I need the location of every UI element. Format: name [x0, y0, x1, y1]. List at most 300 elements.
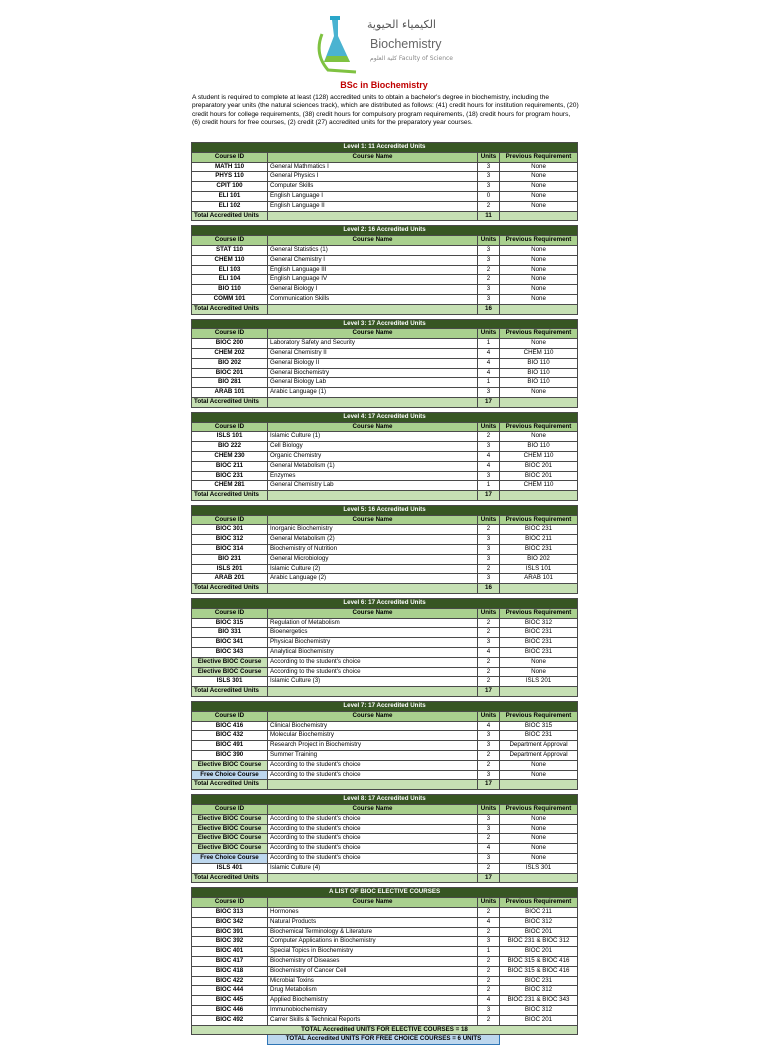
- course-units: 4: [478, 996, 500, 1006]
- course-name: Enzymes: [268, 471, 478, 481]
- course-name: According to the student's choice: [268, 770, 478, 780]
- course-name: General Chemistry II: [268, 348, 478, 358]
- course-previous-requirement: ISLS 201: [500, 677, 578, 687]
- course-name: General Biology II: [268, 358, 478, 368]
- table-row: [192, 648, 578, 658]
- course-id: BIOC 401: [192, 947, 268, 957]
- logo-arabic: الكيمياء الحيوية: [367, 18, 436, 31]
- course-units: 2: [478, 907, 500, 917]
- course-name: According to the student's choice: [268, 824, 478, 834]
- column-header-row: [192, 805, 578, 815]
- course-id: MATH 110: [192, 162, 268, 172]
- course-units: 2: [478, 1015, 500, 1025]
- course-name: Physical Biochemistry: [268, 638, 478, 648]
- course-previous-requirement: None: [500, 853, 578, 863]
- course-units: 2: [478, 834, 500, 844]
- course-units: 3: [478, 172, 500, 182]
- table-row: [192, 535, 578, 545]
- course-id: ISLS 401: [192, 863, 268, 873]
- total-value: 17: [478, 780, 500, 790]
- course-previous-requirement: BIOC 231 & BIOC 312: [500, 937, 578, 947]
- header-units: Units: [478, 898, 500, 908]
- header-course-id: Course ID: [192, 329, 268, 339]
- elective-summary-row: [192, 1025, 578, 1035]
- table-row: [192, 927, 578, 937]
- course-id: BIOC 446: [192, 1005, 268, 1015]
- course-units: 4: [478, 648, 500, 658]
- column-header-row: [192, 898, 578, 908]
- total-blank: [500, 211, 578, 221]
- course-name: English Language III: [268, 265, 478, 275]
- course-name: Regulation of Metabolism: [268, 618, 478, 628]
- course-name: General Mathmatics I: [268, 162, 478, 172]
- course-previous-requirement: Department Approval: [500, 741, 578, 751]
- course-id: BIOC 392: [192, 937, 268, 947]
- table-row: [192, 751, 578, 761]
- level-title-row: [192, 795, 578, 805]
- header-course-name: Course Name: [268, 236, 478, 246]
- header-previous-requirement: Previous Requirement: [500, 152, 578, 162]
- course-previous-requirement: BIOC 312: [500, 618, 578, 628]
- table-row: [192, 907, 578, 917]
- course-name: Special Topics in Biochemistry: [268, 947, 478, 957]
- table-row: [192, 966, 578, 976]
- course-name: Biochemistry of Diseases: [268, 956, 478, 966]
- table-row: [192, 834, 578, 844]
- course-units: 4: [478, 451, 500, 461]
- course-units: 3: [478, 442, 500, 452]
- course-units: 3: [478, 638, 500, 648]
- total-row: [192, 304, 578, 314]
- course-units: 4: [478, 721, 500, 731]
- table-row: [192, 814, 578, 824]
- level-title: Level 4: 17 Accredited Units: [192, 412, 578, 422]
- header-course-name: Course Name: [268, 805, 478, 815]
- course-previous-requirement: CHEM 110: [500, 481, 578, 491]
- course-units: 3: [478, 824, 500, 834]
- table-row: [192, 1005, 578, 1015]
- course-units: 2: [478, 956, 500, 966]
- course-name: According to the student's choice: [268, 844, 478, 854]
- electives-title-row: [192, 888, 578, 898]
- course-units: 3: [478, 182, 500, 192]
- course-units: 3: [478, 853, 500, 863]
- course-units: 3: [478, 255, 500, 265]
- course-units: 3: [478, 471, 500, 481]
- total-label: Total Accredited Units: [192, 584, 268, 594]
- header-units: Units: [478, 422, 500, 432]
- table-row: [192, 442, 578, 452]
- course-units: 3: [478, 937, 500, 947]
- table-row: [192, 451, 578, 461]
- total-value: 17: [478, 687, 500, 697]
- logo-name: Biochemistry: [370, 37, 442, 51]
- course-units: 1: [478, 339, 500, 349]
- course-id: ELI 101: [192, 191, 268, 201]
- course-previous-requirement: BIOC 231: [500, 648, 578, 658]
- course-name: Biochemistry of Nutrition: [268, 545, 478, 555]
- table-row: [192, 172, 578, 182]
- course-previous-requirement: Department Approval: [500, 751, 578, 761]
- study-plan-body: [192, 143, 578, 1045]
- course-name: General Metabolism (2): [268, 535, 478, 545]
- course-previous-requirement: BIOC 312: [500, 986, 578, 996]
- header-units: Units: [478, 236, 500, 246]
- table-row: [192, 201, 578, 211]
- course-name: General Biochemistry: [268, 368, 478, 378]
- table-row: [192, 947, 578, 957]
- course-units: 3: [478, 162, 500, 172]
- table-row: [192, 471, 578, 481]
- course-id: BIO 281: [192, 378, 268, 388]
- header-course-name: Course Name: [268, 711, 478, 721]
- course-id: CHEM 202: [192, 348, 268, 358]
- course-id: Elective BIOC Course: [192, 824, 268, 834]
- course-id: BIOC 301: [192, 525, 268, 535]
- total-row: [192, 491, 578, 501]
- course-id: BIOC 200: [192, 339, 268, 349]
- course-name: According to the student's choice: [268, 814, 478, 824]
- table-row: [192, 657, 578, 667]
- study-plan-table: [191, 142, 578, 1045]
- course-previous-requirement: CHEM 110: [500, 348, 578, 358]
- table-row: [192, 285, 578, 295]
- course-previous-requirement: BIOC 211: [500, 907, 578, 917]
- level-title-row: [192, 319, 578, 329]
- course-previous-requirement: None: [500, 814, 578, 824]
- course-units: 3: [478, 245, 500, 255]
- course-name: Clinical Biochemistry: [268, 721, 478, 731]
- course-units: 4: [478, 461, 500, 471]
- level-title: Level 8: 17 Accredited Units: [192, 795, 578, 805]
- study-plan-sheet: [191, 142, 577, 1045]
- course-previous-requirement: BIOC 312: [500, 917, 578, 927]
- course-previous-requirement: None: [500, 770, 578, 780]
- table-row: [192, 358, 578, 368]
- course-id: BIOC 417: [192, 956, 268, 966]
- header-previous-requirement: Previous Requirement: [500, 329, 578, 339]
- course-units: 3: [478, 535, 500, 545]
- course-id: Elective BIOC Course: [192, 844, 268, 854]
- column-header-row: [192, 711, 578, 721]
- free-summary-row: [192, 1035, 578, 1045]
- course-previous-requirement: BIOC 231 & BIOC 343: [500, 996, 578, 1006]
- table-row: [192, 638, 578, 648]
- table-row: [192, 432, 578, 442]
- course-id: STAT 110: [192, 245, 268, 255]
- course-name: English Language IV: [268, 275, 478, 285]
- course-previous-requirement: BIO 110: [500, 358, 578, 368]
- course-name: Organic Chemistry: [268, 451, 478, 461]
- course-id: ARAB 201: [192, 574, 268, 584]
- total-label: Total Accredited Units: [192, 304, 268, 314]
- document-title: BSc in Biochemistry: [340, 80, 428, 90]
- course-units: 3: [478, 574, 500, 584]
- table-row: [192, 554, 578, 564]
- course-units: 4: [478, 917, 500, 927]
- course-units: 2: [478, 976, 500, 986]
- course-units: 4: [478, 844, 500, 854]
- header-course-id: Course ID: [192, 152, 268, 162]
- course-previous-requirement: ISLS 301: [500, 863, 578, 873]
- course-name: Arabic Language (1): [268, 388, 478, 398]
- table-row: [192, 388, 578, 398]
- table-row: [192, 956, 578, 966]
- course-id: BIOC 312: [192, 535, 268, 545]
- course-previous-requirement: BIOC 201: [500, 1015, 578, 1025]
- course-previous-requirement: BIOC 231: [500, 976, 578, 986]
- level-title: Level 6: 17 Accredited Units: [192, 599, 578, 609]
- course-name: Drug Metabolism: [268, 986, 478, 996]
- course-name: General Chemistry Lab: [268, 481, 478, 491]
- course-id: BIOC 343: [192, 648, 268, 658]
- course-name: Carrer Skills & Technical Reports: [268, 1015, 478, 1025]
- header-previous-requirement: Previous Requirement: [500, 711, 578, 721]
- course-id: CHEM 230: [192, 451, 268, 461]
- course-name: Biochemistry of Cancer Cell: [268, 966, 478, 976]
- total-blank: [500, 397, 578, 407]
- course-name: General Biology Lab: [268, 378, 478, 388]
- course-previous-requirement: ARAB 101: [500, 574, 578, 584]
- course-name: General Metabolism (1): [268, 461, 478, 471]
- course-units: 2: [478, 966, 500, 976]
- course-units: 2: [478, 927, 500, 937]
- table-row: [192, 461, 578, 471]
- course-previous-requirement: None: [500, 657, 578, 667]
- course-units: 1: [478, 378, 500, 388]
- table-row: [192, 731, 578, 741]
- course-units: 2: [478, 863, 500, 873]
- course-name: Hormones: [268, 907, 478, 917]
- course-name: Communication Skills: [268, 294, 478, 304]
- course-id: CHEM 110: [192, 255, 268, 265]
- course-id: BIO 202: [192, 358, 268, 368]
- level-title-row: [192, 702, 578, 712]
- table-row: [192, 525, 578, 535]
- header-course-name: Course Name: [268, 608, 478, 618]
- table-row: [192, 986, 578, 996]
- course-id: BIOC 342: [192, 917, 268, 927]
- column-header-row: [192, 422, 578, 432]
- course-previous-requirement: BIOC 315 & BIOC 416: [500, 956, 578, 966]
- course-name: Applied Biochemistry: [268, 996, 478, 1006]
- course-name: According to the student's choice: [268, 853, 478, 863]
- course-units: 3: [478, 545, 500, 555]
- course-previous-requirement: None: [500, 294, 578, 304]
- course-units: 3: [478, 294, 500, 304]
- table-row: [192, 182, 578, 192]
- level-title-row: [192, 505, 578, 515]
- course-previous-requirement: BIOC 231: [500, 628, 578, 638]
- course-id: BIOC 201: [192, 368, 268, 378]
- course-units: 3: [478, 388, 500, 398]
- course-name: English Language I: [268, 191, 478, 201]
- header-previous-requirement: Previous Requirement: [500, 422, 578, 432]
- summary-blank: [192, 1035, 268, 1045]
- course-id: BIOC 314: [192, 545, 268, 555]
- course-id: BIO 110: [192, 285, 268, 295]
- course-id: BIOC 391: [192, 927, 268, 937]
- level-title: Level 1: 11 Accredited Units: [192, 143, 578, 153]
- course-name: General Statistics (1): [268, 245, 478, 255]
- column-header-row: [192, 329, 578, 339]
- course-units: 2: [478, 564, 500, 574]
- header-course-id: Course ID: [192, 805, 268, 815]
- table-row: [192, 844, 578, 854]
- course-previous-requirement: BIOC 231: [500, 638, 578, 648]
- level-title: Level 3: 17 Accredited Units: [192, 319, 578, 329]
- course-previous-requirement: None: [500, 255, 578, 265]
- course-previous-requirement: None: [500, 834, 578, 844]
- course-units: 2: [478, 667, 500, 677]
- table-row: [192, 162, 578, 172]
- level-title-row: [192, 226, 578, 236]
- course-previous-requirement: BIO 110: [500, 368, 578, 378]
- course-units: 3: [478, 731, 500, 741]
- total-value: 16: [478, 584, 500, 594]
- course-name: Microbial Toxins: [268, 976, 478, 986]
- course-id: BIOC 432: [192, 731, 268, 741]
- header-previous-requirement: Previous Requirement: [500, 805, 578, 815]
- total-blank: [500, 780, 578, 790]
- course-previous-requirement: None: [500, 339, 578, 349]
- header-course-name: Course Name: [268, 152, 478, 162]
- course-previous-requirement: BIOC 231: [500, 525, 578, 535]
- header-units: Units: [478, 805, 500, 815]
- course-id: Free Choice Course: [192, 853, 268, 863]
- course-previous-requirement: None: [500, 760, 578, 770]
- course-id: BIOC 390: [192, 751, 268, 761]
- course-id: BIOC 445: [192, 996, 268, 1006]
- course-name: Computer Skills: [268, 182, 478, 192]
- level-title-row: [192, 412, 578, 422]
- course-id: BIOC 211: [192, 461, 268, 471]
- total-blank: [268, 780, 478, 790]
- total-blank: [500, 584, 578, 594]
- table-row: [192, 853, 578, 863]
- course-name: Laboratory Safety and Security: [268, 339, 478, 349]
- course-id: BIOC 315: [192, 618, 268, 628]
- course-id: ISLS 301: [192, 677, 268, 687]
- column-header-row: [192, 515, 578, 525]
- course-id: ARAB 101: [192, 388, 268, 398]
- course-name: According to the student's choice: [268, 667, 478, 677]
- table-row: [192, 824, 578, 834]
- total-row: [192, 687, 578, 697]
- course-previous-requirement: CHEM 110: [500, 451, 578, 461]
- course-id: Elective BIOC Course: [192, 667, 268, 677]
- course-name: Molecular Biochemistry: [268, 731, 478, 741]
- header-course-name: Course Name: [268, 898, 478, 908]
- total-blank: [500, 304, 578, 314]
- course-name: Analytical Biochemistry: [268, 648, 478, 658]
- course-name: According to the student's choice: [268, 657, 478, 667]
- table-row: [192, 481, 578, 491]
- course-units: 2: [478, 265, 500, 275]
- total-value: 17: [478, 873, 500, 883]
- total-label: Total Accredited Units: [192, 780, 268, 790]
- total-blank: [268, 304, 478, 314]
- table-row: [192, 863, 578, 873]
- elective-summary: TOTAL Accredited UNITS FOR ELECTIVE COURSES = 18: [192, 1025, 578, 1035]
- course-id: CHEM 281: [192, 481, 268, 491]
- course-id: PHYS 110: [192, 172, 268, 182]
- header-previous-requirement: Previous Requirement: [500, 898, 578, 908]
- course-id: Elective BIOC Course: [192, 657, 268, 667]
- total-blank: [268, 491, 478, 501]
- course-id: BIOC 444: [192, 986, 268, 996]
- course-id: Elective BIOC Course: [192, 814, 268, 824]
- course-previous-requirement: None: [500, 388, 578, 398]
- course-previous-requirement: BIOC 201: [500, 947, 578, 957]
- header-course-id: Course ID: [192, 515, 268, 525]
- header-course-id: Course ID: [192, 711, 268, 721]
- column-header-row: [192, 152, 578, 162]
- table-row: [192, 770, 578, 780]
- course-id: CPIT 100: [192, 182, 268, 192]
- total-value: 11: [478, 211, 500, 221]
- header-course-id: Course ID: [192, 608, 268, 618]
- course-previous-requirement: None: [500, 162, 578, 172]
- course-id: BIO 231: [192, 554, 268, 564]
- table-row: [192, 191, 578, 201]
- table-row: [192, 339, 578, 349]
- summary-blank: [500, 1035, 578, 1045]
- course-previous-requirement: BIOC 315: [500, 721, 578, 731]
- course-id: BIOC 491: [192, 741, 268, 751]
- course-name: Arabic Language (2): [268, 574, 478, 584]
- table-row: [192, 245, 578, 255]
- header-course-id: Course ID: [192, 898, 268, 908]
- course-units: 3: [478, 285, 500, 295]
- level-title-row: [192, 599, 578, 609]
- header-units: Units: [478, 152, 500, 162]
- total-row: [192, 780, 578, 790]
- course-name: According to the student's choice: [268, 760, 478, 770]
- header-units: Units: [478, 329, 500, 339]
- course-id: Elective BIOC Course: [192, 834, 268, 844]
- course-units: 1: [478, 947, 500, 957]
- course-id: Free Choice Course: [192, 770, 268, 780]
- table-row: [192, 741, 578, 751]
- column-header-row: [192, 236, 578, 246]
- course-name: Research Project in Biochemistry: [268, 741, 478, 751]
- total-row: [192, 873, 578, 883]
- table-row: [192, 976, 578, 986]
- header-course-id: Course ID: [192, 236, 268, 246]
- course-name: Islamic Culture (4): [268, 863, 478, 873]
- course-name: Inorganic Biochemistry: [268, 525, 478, 535]
- course-units: 2: [478, 618, 500, 628]
- course-id: BIO 331: [192, 628, 268, 638]
- course-units: 1: [478, 481, 500, 491]
- table-row: [192, 667, 578, 677]
- course-name: General Physics I: [268, 172, 478, 182]
- course-units: 4: [478, 348, 500, 358]
- course-units: 3: [478, 741, 500, 751]
- course-previous-requirement: BIOC 201: [500, 927, 578, 937]
- free-summary: TOTAL Accredited UNITS FOR FREE CHOICE COURSES = 6 UNITS: [268, 1035, 500, 1045]
- level-title: Level 7: 17 Accredited Units: [192, 702, 578, 712]
- header-previous-requirement: Previous Requirement: [500, 515, 578, 525]
- table-row: [192, 294, 578, 304]
- electives-title: A LIST OF BIOC ELECTIVE COURSES: [192, 888, 578, 898]
- course-id: BIOC 418: [192, 966, 268, 976]
- course-units: 2: [478, 432, 500, 442]
- course-previous-requirement: BIOC 315 & BIOC 416: [500, 966, 578, 976]
- course-previous-requirement: None: [500, 265, 578, 275]
- total-blank: [268, 873, 478, 883]
